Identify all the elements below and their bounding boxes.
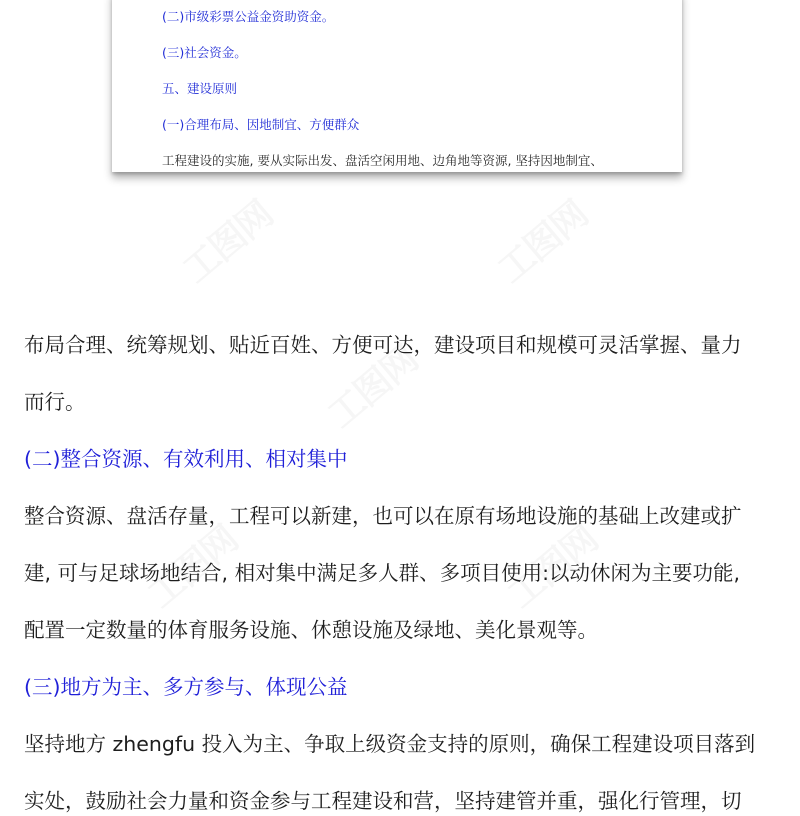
preview-line: 五、建设原则 — [162, 81, 238, 96]
watermark: 工图网 — [500, 519, 606, 617]
watermark: 工图网 — [320, 339, 426, 437]
section-heading: (二)整合资源、有效利用、相对集中 — [24, 447, 348, 471]
paragraph-line: 建, 可与足球场地结合, 相对集中满足多人群、多项目使用:以动休闲为主要功能, — [24, 561, 740, 585]
watermark: 工图网 — [140, 519, 246, 617]
preview-line: (二)市级彩票公益金资助资金。 — [162, 9, 335, 24]
preview-line: (三)社会资金。 — [162, 45, 247, 60]
document-preview-card — [112, 0, 682, 172]
watermark: 工图网 — [490, 194, 596, 292]
paragraph-line: 坚持地方 zhengfu 投入为主、争取上级资金支持的原则，确保工程建设项目落到 — [24, 732, 756, 756]
paragraph-line: 整合资源、盘活存量，工程可以新建，也可以在原有场地设施的基础上改建或扩 — [24, 504, 742, 528]
paragraph-line: 实处，鼓励社会力量和资金参与工程建设和营，坚持建管并重，强化行管理，切 — [24, 789, 742, 813]
watermark: 工图网 — [175, 194, 281, 292]
section-heading: (三)地方为主、多方参与、体现公益 — [24, 675, 348, 699]
paragraph-line: 布局合理、统筹规划、贴近百姓、方便可达，建设项目和规模可灵活掌握、量力 — [24, 333, 742, 357]
preview-line: 工程建设的实施, 要从实际出发、盘活空闲用地、边角地等资源, 坚持因地制宜、 — [162, 153, 603, 168]
preview-line: (一)合理布局、因地制宜、方便群众 — [162, 117, 360, 132]
paragraph-line: 而行。 — [24, 390, 86, 414]
paragraph-line: 配置一定数量的体育服务设施、休憩设施及绿地、美化景观等。 — [24, 618, 598, 642]
